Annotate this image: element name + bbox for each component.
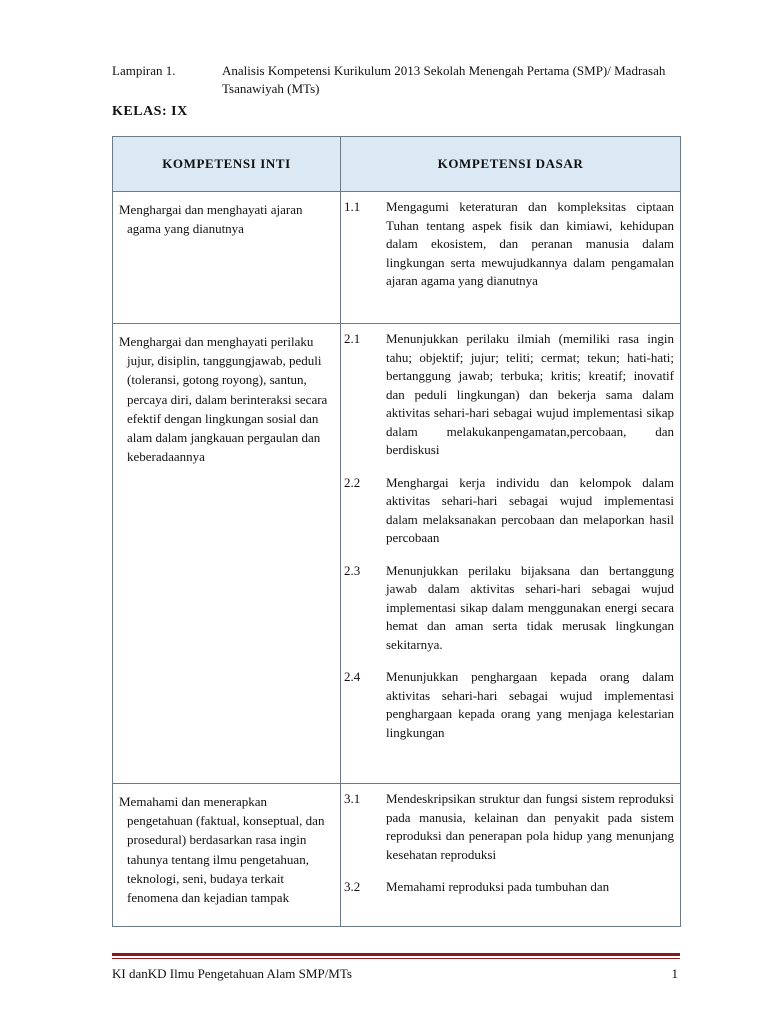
document-title: Analisis Kompetensi Kurikulum 2013 Sekolah Menengah Pertama (SMP)/ Madrasah Tsanawiyah (MTs) bbox=[222, 63, 666, 96]
page-number: 1 bbox=[671, 966, 678, 981]
table-header-row bbox=[113, 137, 681, 192]
kd-text: Menunjukkan penghargaan kepada orang dalam aktivitas sehari-hari sebagai wujud implementasi penghargaan kepada orang yang menjaga kelestarian lingkungan bbox=[386, 669, 674, 740]
footer-rule bbox=[112, 953, 680, 956]
kd-text: Mengagumi keteraturan dan kompleksitas ciptaan Tuhan tentang aspek fisik dan kimiawi, kehidupan dalam ekosistem, dan peranan manusia dalam lingkungan serta mewujudkannya dalam pengamalan ajaran agama yang dianutnya bbox=[386, 199, 674, 288]
ki-cell bbox=[113, 192, 341, 324]
kd-item bbox=[344, 330, 674, 460]
kd-item bbox=[344, 562, 674, 655]
kd-text: Mendeskripsikan struktur dan fungsi sistem reproduksi pada manusia, kelainan dan penyakit pada sistem reproduksi dan penerapan pola hidup yang menunjang kesehatan reproduksi bbox=[386, 791, 674, 862]
kd-number: 2.4 bbox=[344, 669, 361, 684]
kd-item bbox=[344, 198, 674, 291]
class-heading: KELAS: IX bbox=[112, 104, 188, 119]
ki-text: Menghargai dan menghayati ajaran agama yang dianutnya bbox=[119, 202, 303, 237]
kd-item bbox=[344, 878, 674, 897]
kd-item bbox=[344, 474, 674, 548]
kd-cell bbox=[341, 324, 681, 784]
kd-number: 2.2 bbox=[344, 474, 361, 490]
column-header-kd: KOMPETENSI DASAR bbox=[341, 137, 681, 192]
table-row bbox=[113, 784, 681, 927]
kd-item bbox=[344, 668, 674, 742]
kd-cell bbox=[341, 784, 681, 927]
kd-cell bbox=[341, 192, 681, 324]
page-footer bbox=[112, 966, 680, 982]
column-header-ki: KOMPETENSI INTI bbox=[113, 137, 341, 192]
kd-number: 2.3 bbox=[344, 562, 361, 578]
table-row bbox=[113, 192, 681, 324]
ki-text: Menghargai dan menghayati perilaku jujur, disiplin, tanggungjawab, peduli (toleransi, gotong royong), santun, percaya diri, dalam berinteraksi secara efektif dengan lingkungan sosial dan alam dalam jangkauan pergaulan dan keberadaannya bbox=[119, 334, 328, 465]
ki-cell bbox=[113, 784, 341, 927]
appendix-label: Lampiran 1. bbox=[112, 63, 176, 78]
kd-text: Menunjukkan perilaku bijaksana dan bertanggung jawab dalam aktivitas sehari-hari sebagai wujud implementasi sikap dalam menggunakan energi secara hemat dan aman serta tidak merusak lingkungan sekitarnya. bbox=[386, 562, 674, 652]
kd-text: Memahami reproduksi pada tumbuhan dan bbox=[386, 879, 610, 894]
kd-text: Menghargai kerja individu dan kelompok dalam aktivitas sehari-hari sebagai wujud implementasi dalam melaksanakan percobaan dan melaporkan hasil percobaan bbox=[386, 474, 674, 545]
footer-rule-thin bbox=[112, 958, 680, 959]
table-row bbox=[113, 324, 681, 784]
kd-number: 2.1 bbox=[344, 331, 361, 346]
kd-text: Menunjukkan perilaku ilmiah (memiliki rasa ingin tahu; objektif; jujur; teliti; cermat; tekun; hati-hati; bertanggung jawab; terbuka; kritis; kreatif; inovatif dan peduli lingkungan) dan bekerja sama dalam aktivitas sehari-hari sebagai wujud implementasi sikap dalam melakukanpengamatan,percobaan, dan berdiskusi bbox=[386, 331, 674, 457]
competency-table bbox=[112, 136, 681, 927]
kd-item bbox=[344, 790, 674, 864]
ki-cell bbox=[113, 324, 341, 784]
ki-text: Memahami dan menerapkan pengetahuan (faktual, konseptual, dan prosedural) berdasarkan rasa ingin tahunya tentang ilmu pengetahuan, teknologi, seni, budaya terkait fenomena dan kejadian tampak bbox=[119, 794, 325, 906]
kd-number: 1.1 bbox=[344, 199, 361, 214]
footer-text: KI danKD Ilmu Pengetahuan Alam SMP/MTs bbox=[112, 966, 352, 981]
kd-number: 3.1 bbox=[344, 791, 361, 806]
kd-number: 3.2 bbox=[344, 879, 361, 894]
